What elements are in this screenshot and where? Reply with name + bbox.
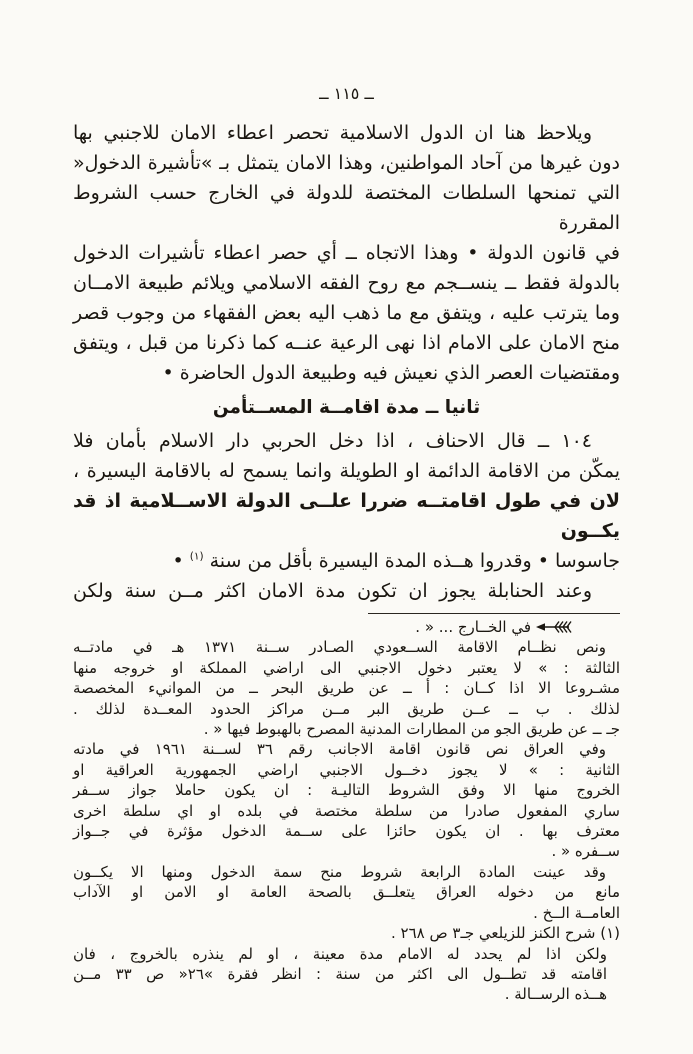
body-line: في قانون الدولة • وهذا الاتجاه ــ أي حصر اعطاء تأشيرات الدخول xyxy=(73,242,620,264)
page-number: ــ ١١٥ ــ xyxy=(319,84,374,103)
body-line: لان في طول اقامتــه ضررا علــى الدولة الاســلامية اذ قد يكــون xyxy=(73,490,620,542)
footnote-line: العامــة الــخ . xyxy=(533,903,620,922)
body-line: ١٠٤ ــ قال الاحناف ، اذا دخل الحربي دار الاسلام بأمان فلا xyxy=(73,430,592,452)
footnote-separator xyxy=(368,613,620,614)
footnote-line: جـ ــ عن طريق الجو من المطارات المدنية المصرح بالهبوط فيها « . xyxy=(203,720,620,739)
body-line: التي تمنحها السلطات المختصة للدولة في الخارج حسب الشروط المقررة xyxy=(73,182,620,234)
body-line xyxy=(73,546,620,576)
footnote-ref: (١) xyxy=(189,550,204,563)
footnote-line: ولكن اذا لم يحدد له الامام مدة معينة ، او لم ينذره بالخروج ، فان xyxy=(73,944,607,963)
footnote-line: ونص نظــام الاقامة الســعودي الصـادر ســنة ١٣٧١ هـ في مادتــه xyxy=(73,638,606,657)
body-line: دون غيرها من آحاد المواطنين، وهذا الامان يتمثل بـ »تأشيرة الدخول« xyxy=(73,152,620,174)
body-line: وعند الحنابلة يجوز ان تكون مدة الامان اكثر مــن سنة ولكن xyxy=(73,580,592,602)
footnote-line-text: في الخــارج ... « . xyxy=(415,618,531,636)
footnote-line: ســفره « . xyxy=(551,842,620,861)
body-line: ومقتضيات العصر الذي نعيش فيه وطبيعة الدول الحاضرة • xyxy=(162,362,620,384)
footnote-line: الثانية : » لا يجوز دخــول الاجنبي اراضي الجمهورية العراقية او xyxy=(73,760,620,779)
section-heading: ثانيا ــ مدة اقامــة المســتأمن xyxy=(212,397,481,418)
footnote-line: وقد عينت المادة الرابعة شروط منح سمة الدخول ومنها الا يكــون xyxy=(73,862,606,881)
footnote-line: هــذه الرســالة . xyxy=(504,985,607,1004)
footnote-line: مانع من دخوله العراق يتعلــق بالصحة العامة او الامن او الآداب xyxy=(73,883,620,902)
footnote-line: ساري المفعول صادرا من سلطة مختصة في بلده او اي سلطة اخرى xyxy=(73,801,620,820)
body-line: يمكّن من الاقامة الدائمة او الطويلة وانما يسمح له بالاقامة اليسيرة ، xyxy=(73,460,620,482)
footnote-line: وفي العراق نص قانون اقامة الاجانب رقم ٣٦ لســنة ١٩٦١ في مادته xyxy=(73,740,606,759)
body-line-text: جاسوسا • وقدروا هــذه المدة اليسيرة بأقل من سنة xyxy=(203,550,620,572)
body-line: بالدولة فقط ــ ينســجم مع روح الفقه الاسلامي ويلائم طبيعة الامــان xyxy=(73,272,620,294)
footnotes-area xyxy=(73,617,620,1005)
footnote-line: لذلك . ب ــ عــن طريق البر مــن مراكز الحدود المعــدة لذلك . xyxy=(73,699,620,718)
footnote-continuation-arrow-icon xyxy=(536,620,572,634)
footnote-line: الخروج منها الا وفق الشروط التاليـة : ان يكون حاملا جواز ســفر xyxy=(73,781,620,800)
footnote-line: اقامته قد تطــول الى اكثر من سنة : انظر فقرة »٢٦« ص ٣٣ مــن xyxy=(73,964,607,983)
footnote-line: الثالثة : » لا يعتبر دخول الاجنبي الى اراضي المملكة او خروجه منها xyxy=(73,658,620,677)
page-content xyxy=(73,84,620,1005)
footnote-line: معترف بها . ان يكون حائزا على ســمة الدخول مؤثرة في جــواز xyxy=(73,822,620,841)
body-line: ويلاحظ هنا ان الدول الاسلامية تحصر اعطاء الامان للاجنبي بها xyxy=(73,122,592,144)
footnote-continuation-line xyxy=(73,617,620,637)
footnote-line: مشـروعا الا اذا كــان : أ ــ عن طريق البحر ــ من الموانيء المخصصة xyxy=(73,679,620,698)
body-line-text: • xyxy=(172,550,190,572)
body-line: منح الامان على الامام اذا نهى الرعية عنــه كما ذكرنا من قبل ، ويتفق xyxy=(73,332,620,354)
footnote-line: (١) شرح الكنز للزيلعي جـ٣ ص ٢٦٨ . xyxy=(390,924,620,943)
body-line: وما يترتب عليه ، ويتفق مع ما ذهب اليه بعض الفقهاء من وجوب قصر xyxy=(73,302,620,324)
